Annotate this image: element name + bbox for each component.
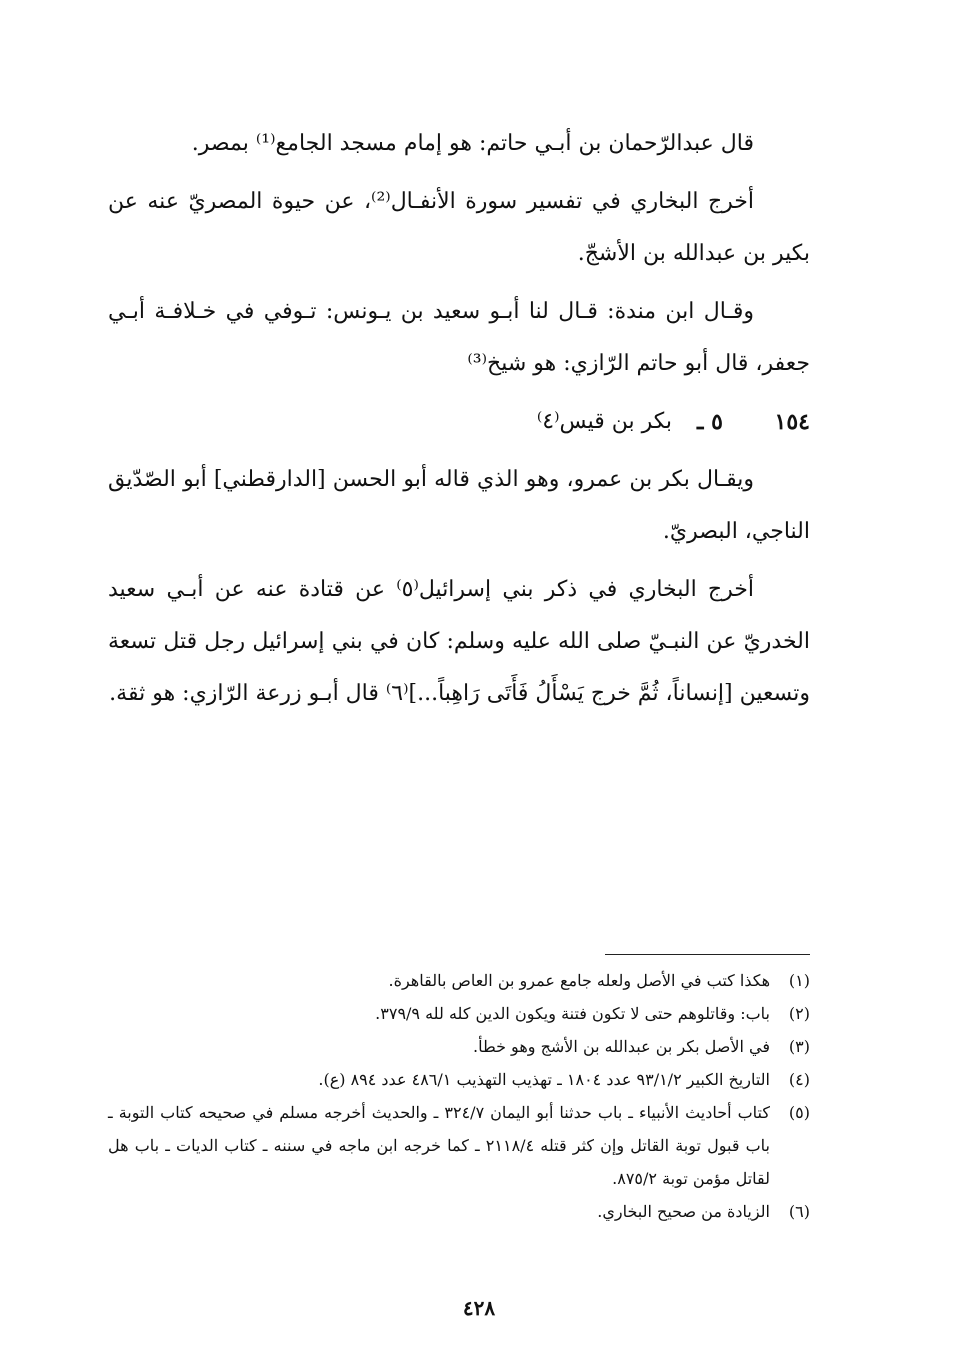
page-number: ٤٢٨ xyxy=(462,1296,496,1320)
footnote-number: (٥) xyxy=(788,1103,810,1122)
footnote xyxy=(108,1195,810,1228)
footnote-number: (١) xyxy=(788,971,810,990)
footnote-text: باب: وقاتلوهم حتى لا تكون فتنة ويكون الدين كله لله ٣٧٩/٩. xyxy=(375,1004,770,1023)
footnote-text: هكذا كتب في الأصل ولعله جامع عمرو بن العاص بالقاهرة. xyxy=(388,971,770,990)
footnote xyxy=(108,1063,810,1096)
footnote-number: (٢) xyxy=(788,1004,810,1023)
paragraph-2: أخرج البخاري في تفسير سورة الأنفـال⁽²⁾، عن حيوة المصريّ عنه عن بكير بن عبدالله بن الأشجّ. xyxy=(108,189,810,266)
paragraph-1: قال عبدالرّحمان بن أبـي حاتم: هو إمام مسجد الجامع⁽¹⁾ بمصر. xyxy=(191,131,754,156)
footnote xyxy=(108,1096,810,1195)
paragraph-3: وقـال ابن مندة: قـال لنا أبـو سعيد بن يـونس: تـوفي في خـلافـة أبـي جعفر، قال أبو حاتم الرّازي: هو شيخ⁽³⁾ xyxy=(108,299,810,376)
paragraph-4: ويقـال بكر بن عمرو، وهو الذي قاله أبو الحسن [الدارقطني] أبو الصّدّيق الناجي، البصريّ. xyxy=(108,467,810,544)
footnote-text: التاريخ الكبير ٩٣/١/٢ عدد ١٨٠٤ ـ تهذيب التهذيب ٤٨٦/١ عدد ٨٩٤ (ع). xyxy=(318,1070,770,1089)
footnote xyxy=(108,964,810,997)
footnote-divider xyxy=(605,954,810,955)
main-text xyxy=(108,118,810,726)
entry-name: بكر بن قيس⁽٤⁾ xyxy=(536,409,672,434)
footnotes xyxy=(108,964,810,1228)
footnote-number: (٣) xyxy=(788,1037,810,1056)
footnote xyxy=(108,997,810,1030)
paragraph-5: أخرج البخاري في ذكر بني إسرائيل⁽٥⁾ عن قتادة عنه عن أبـي سعيد الخدريّ عن النبـيّ صلى الله عليه وسلم: كان في بني إسرائيل رجل قتل تسعة وتسعين [إنساناً، ثُمَّ خرج يَسْأَلُ فَأَتَى رَاهِباً...]⁽٦⁾ قال أبـو زرعة الرّازي: هو ثقة. xyxy=(108,577,810,706)
entry-heading xyxy=(108,396,810,448)
footnote-text: في الأصل بكر بن عبدالله بن الأشج وهو خطأ. xyxy=(472,1037,770,1056)
footnote-number: (٤) xyxy=(788,1070,810,1089)
entry-subnumber: ٥ ـ xyxy=(697,409,723,435)
footnote-text: الزيادة من صحيح البخاري. xyxy=(597,1202,770,1221)
footnote xyxy=(108,1030,810,1063)
entry-number: ١٥٤ xyxy=(774,409,810,435)
footnote-text: كتاب أحاديث الأنبياء ـ باب حدثنا أبو اليمان ٣٢٤/٧ ـ والحديث أخرجه مسلم في صحيحه كتاب التوبة ـ باب قبول توبة القاتل وإن كثر قتله ٢١١٨/٤ ـ كما خرجه ابن ماجه في سننه ـ كتاب الديات ـ باب هل لقاتل مؤمن توبة ٨٧٥/٢. xyxy=(108,1103,771,1188)
footnote-number: (٦) xyxy=(788,1202,810,1221)
